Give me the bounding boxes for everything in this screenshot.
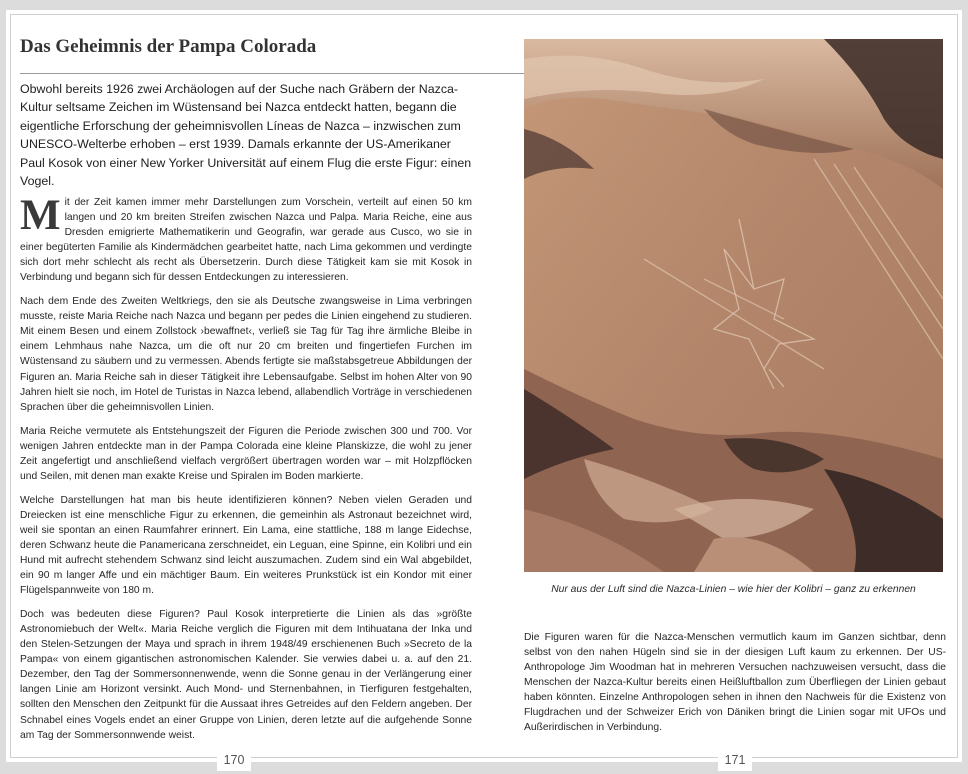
- photo-caption: Nur aus der Luft sind die Nazca-Linien – wie hier der Kolibri – ganz zu erkennen: [551, 584, 916, 595]
- paragraph-4: Welche Darstellungen hat man bis heute identifizieren können? Neben vielen Geraden und Dreiecken ist eine menschliche Figur zu erkennen, die gemeinhin als Astronaut bezeichnet wird, weil sie spontan an einen Raumfahrer erinnert. Ein Lama, eine stattliche, 188 m lange Eidechse, deren Schwanz heute die Panamericana zerschneidet, ein Leguan, eine Spinne, ein Kolibri und ein Hund mit aufrecht stehendem Schwanz sind leicht auszumachen. Zudem sind ein Wal abgebildet, ein 90 m langer Affe und ein mächtiger Baum. Ein weiteres Prunkstück ist ein Kondor mit einer Flügelspannweite von 180 m.: [20, 494, 472, 597]
- paragraph-2: Nach dem Ende des Zweiten Weltkriegs, den sie als Deutsche zwangsweise in Lima verbringen musste, reiste Maria Reiche nach Nazca und begann per pedes die Linien eingehend zu studieren. Mit einem Besen und einem Zollstock ›bewaffnet‹, verließ sie Tag für Tag ihre ärmliche Bleibe in einem Lehmhaus nahe Nazca, um die oft nur 20 cm breiten und fingertiefen Furchen im Wüstensand zu säubern und zu vermessen. Abends fertigte sie maßstabsgetreue Abbildungen der Figuren an. Maria Reiche sah in dieser Tätigkeit ihre Lebensaufgabe. Selbst im hohen Alter von 90 Jahren hielt sie noch, im Hotel de Turistas in Nazca lebend, allabendlich Vorträge in verschiedenen Sprachen über die geheimnisvollen Linien.: [20, 296, 472, 413]
- body-text: [20, 192, 472, 752]
- drop-cap: M: [20, 192, 61, 239]
- page-number-right: 171: [718, 749, 752, 771]
- title-divider: [20, 73, 529, 74]
- aerial-desert-illustration: [524, 39, 943, 572]
- right-page: [490, 10, 962, 767]
- page-number-left: 170: [217, 749, 251, 771]
- nazca-aerial-photo: [524, 39, 943, 572]
- chapter-title: Das Geheimnis der Pampa Colorada: [20, 36, 317, 57]
- paragraph-3: Maria Reiche vermutete als Entstehungszeit der Figuren die Periode zwischen 300 und 700. Vor wenigen Jahren entdeckte man in der Pampa Colorada eine kleine Planskizze, die wohl zu jener Zeit angefertigt und anschließend vielfach vergrößert übertragen worden war – mit Holzpflöcken und Seilen, mit denen man exakte Kreise und Spiralen im Boden markierte.: [20, 425, 472, 482]
- book-spread: [6, 10, 962, 767]
- left-page: [6, 10, 490, 767]
- paragraph-5: Doch was bedeuten diese Figuren? Paul Kosok interpretierte die Linien als das »größte Astronomiebuch der Welt«. Maria Reiche verglich die Figuren mit dem Intihuatana der Inka und den Stelen-Setzungen der Maya und sprach in ihrem 1948/49 erschienenen Buch »Secreto de la Pampa« von einem gigantischen astronomischen Kalender. Sie verwies dabei u. a. auf den 21. Dezember, den Tag der Sommersonnenwende, wenn die Sonne genau in der Verlängerung einer langen Linie am Horizont versinkt. Auch Mond- und Sternenbahnen, in Tierfiguren festgehalten, sollten den Menschen den Zeitpunkt für die Aussaat ihres Getreides auf den Feldern angeben. Der Schnabel eines Vogels endet an einer Gruppe von Linien, deren letzte auf die aufgehende Sonne am Tag der Sommersonnwende weist.: [20, 609, 472, 741]
- paragraph-1: [20, 192, 472, 285]
- intro-paragraph: Obwohl bereits 1926 zwei Archäologen auf der Suche nach Gräbern der Nazca-Kultur seltsame Zeichen im Wüstensand bei Nazca entdeckt hatten, begann die eigentliche Erforschung der geheimnisvollen Líneas de Nazca – inzwischen zum UNESCO-Welterbe erhoben – erst 1939. Damals erkannte der US-Amerikaner Paul Kosok von einer New Yorker Universität auf einem Flug die erste Figur: einen Vogel.: [20, 82, 472, 189]
- paragraph-1-text: it der Zeit kamen immer mehr Darstellungen zum Vorschein, verteilt auf einen 50 km langen und 20 km breiten Streifen zwischen Nazca und Palpa. Maria Reiche, eine aus Dresden emigrierte Mathematikerin und Geografin, war gerade aus Cusco, wo sie in einer begüterten Familie als Kindermädchen gearbeitet hatte, nach Lima gekommen und verdingte sich dort mehr schlecht als recht als Übersetzerin. Durch diese Tätigkeit kam sie mit Kosok in Verbindung und begann sich für dessen Entdeckungen zu interessieren.: [20, 197, 472, 284]
- right-paragraph: Die Figuren waren für die Nazca-Menschen vermutlich kaum im Ganzen sichtbar, denn selbst von den nahen Hügeln sind sie in der diesigen Luft kaum zu erkennen. Der US-Anthropologe Jim Woodman hat in mehreren Versuchen nachzuweisen versucht, dass die Menschen der Nazca-Kultur bereits einen Heißluftballon zum Überfliegen der Linien gebaut haben könnten. Einzelne Anthropologen sehen in ihnen den Nachweis für die Existenz von Flugdrachen und der Schweizer Erich von Däniken bringt die Linien sogar mit UFOs und Außerirdischen in Verbindung.: [524, 632, 946, 734]
